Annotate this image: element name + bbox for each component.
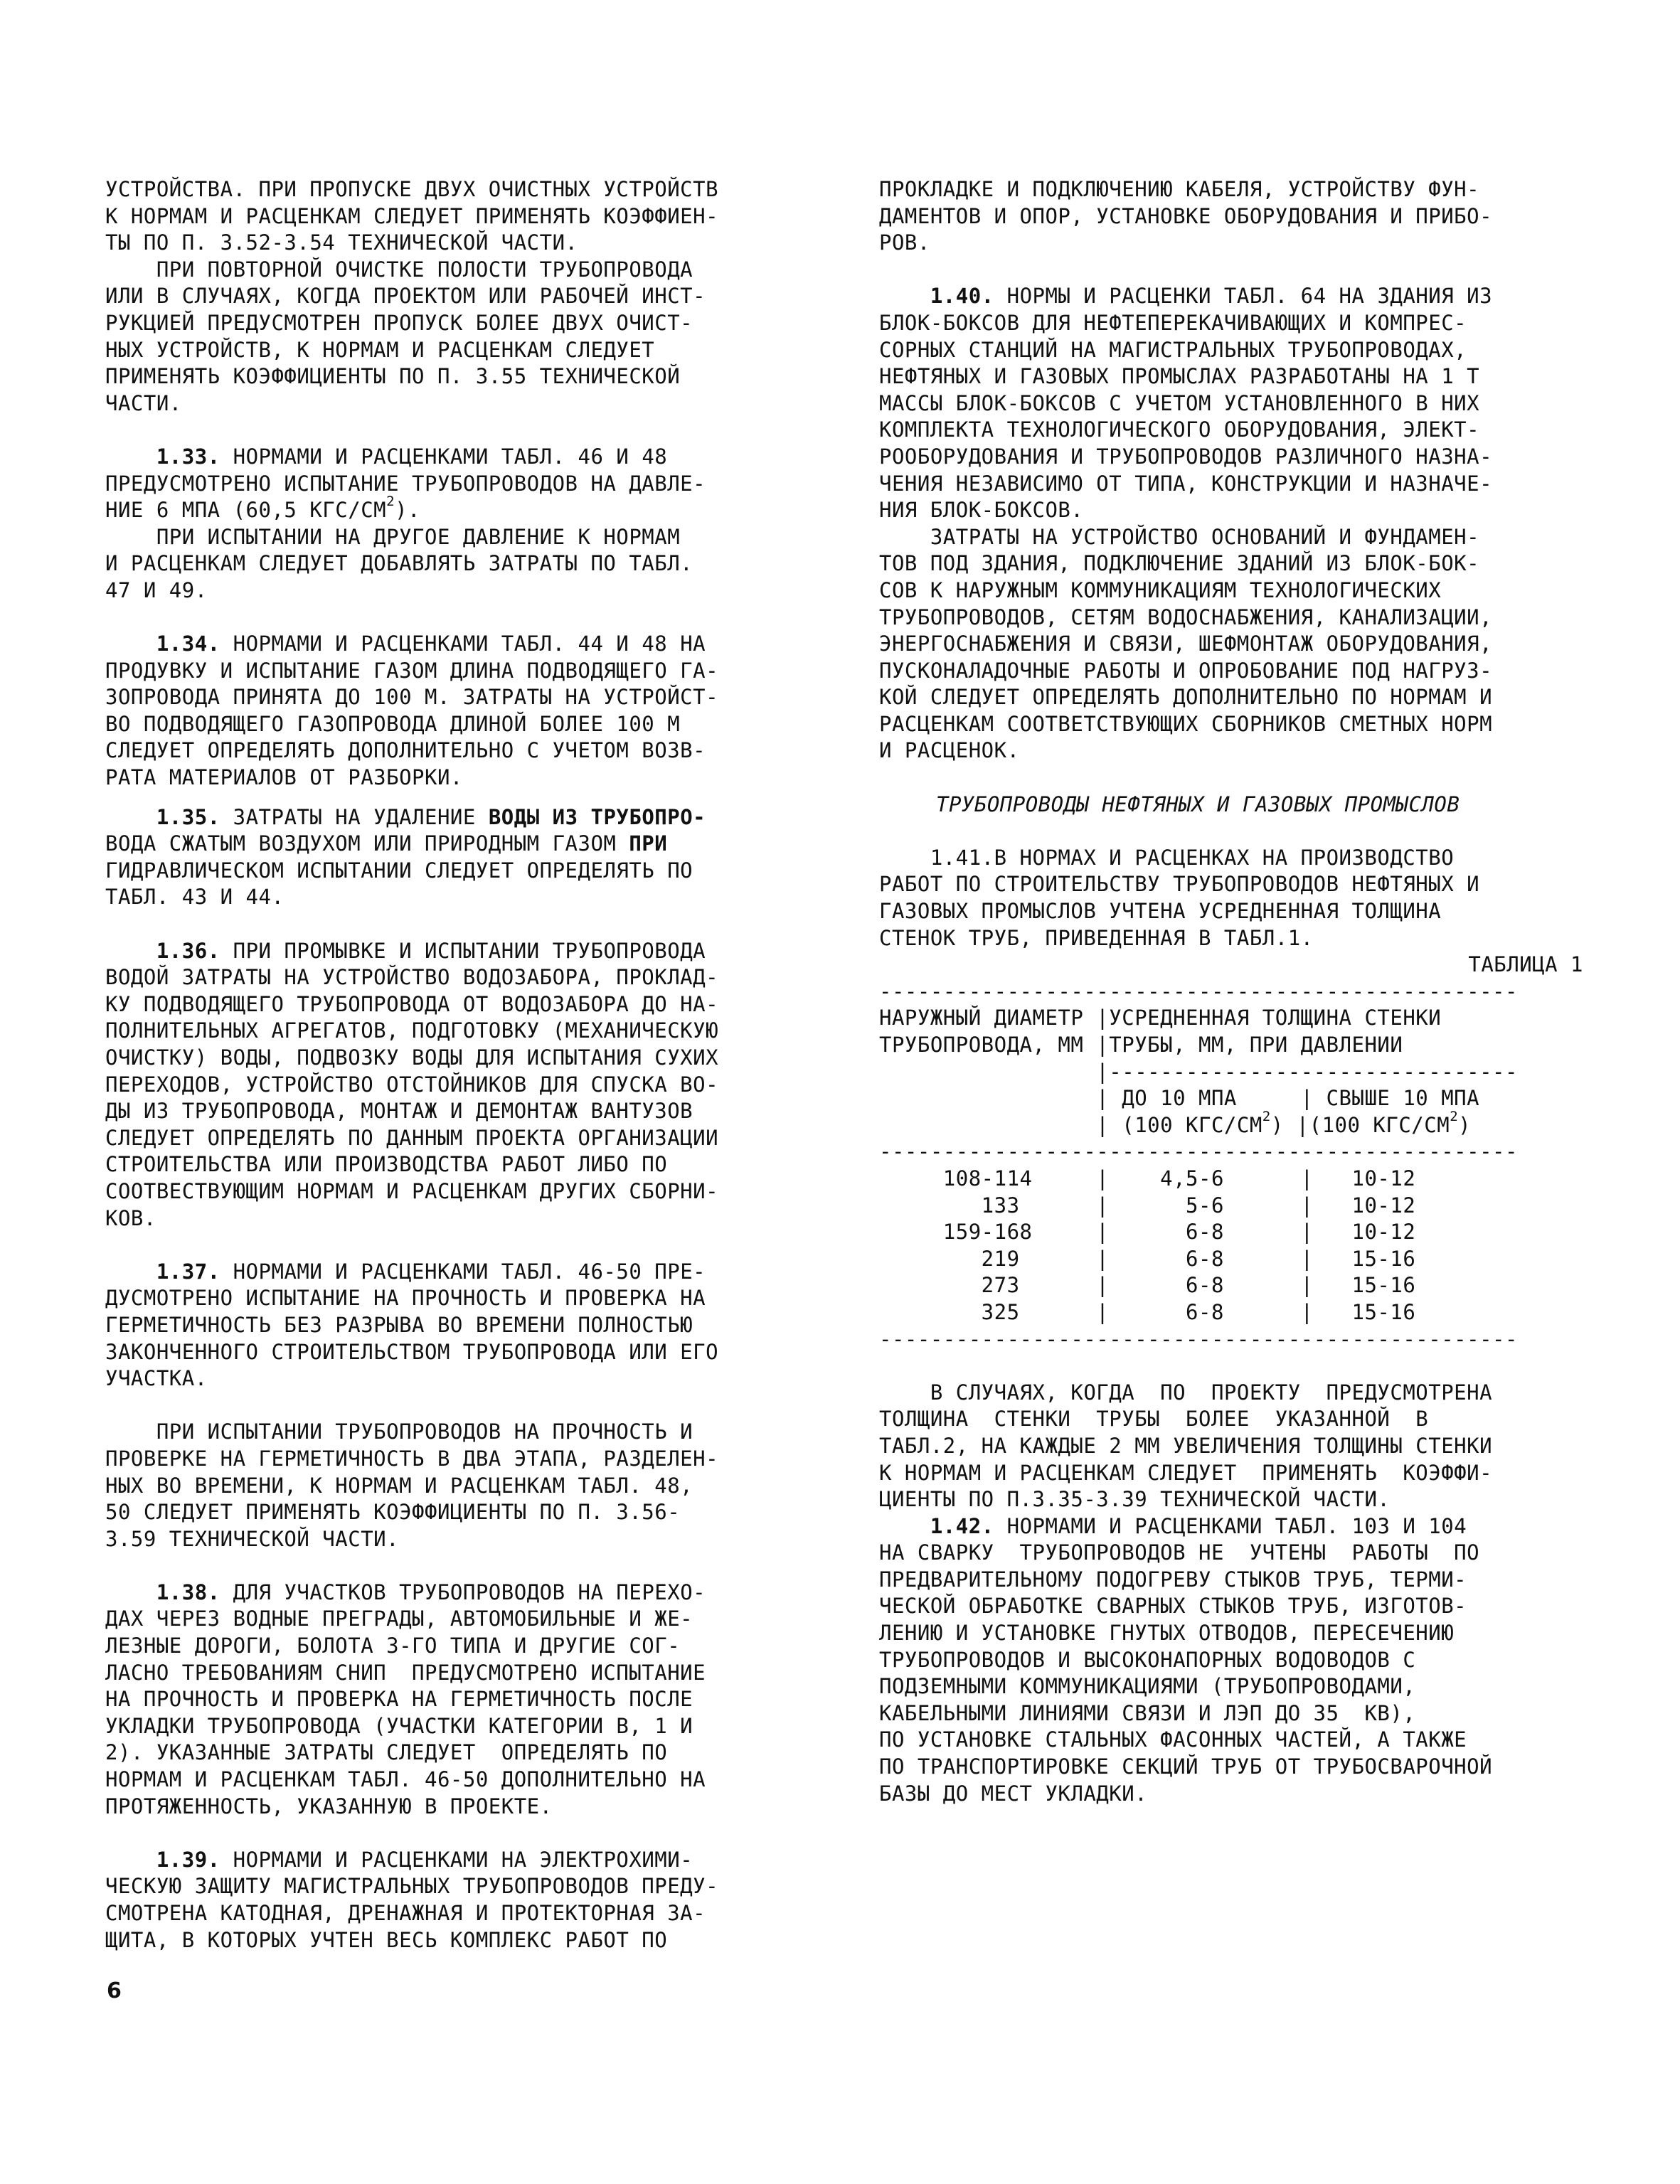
- left-column: [105, 176, 824, 1954]
- text-line: КОВ.: [105, 1205, 156, 1230]
- text-line: [105, 1847, 824, 1874]
- table-rule: --------------------------------------------------: [879, 1139, 1518, 1164]
- text-line: РАБОТ ПО СТРОИТЕЛЬСТВУ ТРУБОПРОВОДОВ НЕФТЯНЫХ И: [879, 872, 1480, 897]
- text-line: НА СВАРКУ ТРУБОПРОВОДОВ НЕ УЧТЕНЫ РАБОТЫ ПО: [879, 1540, 1480, 1565]
- text-line: РУКЦИЕЙ ПРЕДУСМОТРЕН ПРОПУСК БОЛЕЕ ДВУХ ОЧИСТ-: [105, 310, 693, 335]
- text-line: НА ПРОЧНОСТЬ И ПРОВЕРКА НА ГЕРМЕТИЧНОСТЬ ПОСЛЕ: [105, 1687, 693, 1712]
- text-line: ИЛИ В СЛУЧАЯХ, КОГДА ПРОЕКТОМ ИЛИ РАБОЧЕЙ ИНСТ-: [105, 284, 706, 309]
- clause-number: 1.34.: [156, 632, 220, 656]
- text-line: ТРУБОПРОВОДОВ И ВЫСОКОНАПОРНЫХ ВОДОВОДОВ С: [879, 1647, 1416, 1672]
- text-line: ПУСКОНАЛАДОЧНЫЕ РАБОТЫ И ОПРОБОВАНИЕ ПОД НАГРУЗ-: [879, 658, 1493, 683]
- text-line: РАТА МАТЕРИАЛОВ ОТ РАЗБОРКИ.: [105, 765, 463, 790]
- text-line: ПОЛНИТЕЛЬНЫХ АГРЕГАТОВ, ПОДГОТОВКУ (МЕХАНИЧЕСКУЮ: [105, 1018, 719, 1043]
- paragraph-1-41-cont: [879, 1380, 1597, 1513]
- table-header-line: НАРУЖНЫЙ ДИАМЕТР |УСРЕДНЕННАЯ ТОЛЩИНА СТЕНКИ: [879, 1006, 1442, 1030]
- clause-number: 1.39.: [156, 1847, 220, 1872]
- text-line: НОРМАМ И РАСЦЕНКАМ ТАБЛ. 46-50 ДОПОЛНИТЕЛЬНО НА: [105, 1767, 706, 1792]
- text-line: ЧЕСКУЮ ЗАЩИТУ МАГИСТРАЛЬНЫХ ТРУБОПРОВОДОВ ПРЕДУ-: [105, 1874, 719, 1899]
- text-line: ПРОДУВКУ И ИСПЫТАНИЕ ГАЗОМ ДЛИНА ПОДВОДЯЩЕГО ГА-: [105, 658, 719, 683]
- text-span: ПРИ ПРОМЫВКЕ И ИСПЫТАНИИ ТРУБОПРОВОДА: [220, 938, 706, 963]
- text-line: КАБЕЛЬНЫМИ ЛИНИЯМИ СВЯЗИ И ЛЭП ДО 35 КВ),: [879, 1700, 1416, 1725]
- text-line: ДЫ ИЗ ТРУБОПРОВОДА, МОНТАЖ И ДЕМОНТАЖ ВАНТУЗОВ: [105, 1099, 693, 1124]
- text-line: НЕФТЯНЫХ И ГАЗОВЫХ ПРОМЫСЛАХ РАЗРАБОТАНЫ НА 1 Т: [879, 364, 1480, 389]
- text-line: ЗОПРОВОДА ПРИНЯТА ДО 100 М. ЗАТРАТЫ НА УСТРОЙСТ-: [105, 685, 719, 710]
- text-line: В СЛУЧАЯХ, КОГДА ПО ПРОЕКТУ ПРЕДУСМОТРЕНА: [879, 1380, 1493, 1405]
- text-line: НИЯ БЛОК-БОКСОВ.: [879, 498, 1084, 523]
- left-intro: [105, 176, 824, 417]
- text-line: ЧЕНИЯ НЕЗАВИСИМО ОТ ТИПА, КОНСТРУКЦИИ И НАЗНАЧЕ-: [879, 471, 1493, 496]
- text-line: ВОДОЙ ЗАТРАТЫ НА УСТРОЙСТВО ВОДОЗАБОРА, ПРОКЛАД-: [105, 965, 719, 990]
- text-line: УКЛАДКИ ТРУБОПРОВОДА (УЧАСТКИ КАТЕГОРИИ В, 1 И: [105, 1713, 693, 1738]
- text-line: ЛЕНИЮ И УСТАНОВКЕ ГНУТЫХ ОТВОДОВ, ПЕРЕСЕЧЕНИЮ: [879, 1621, 1455, 1646]
- text-line: ПРЕДВАРИТЕЛЬНОМУ ПОДОГРЕВУ СТЫКОВ ТРУБ, ТЕРМИ-: [879, 1567, 1467, 1592]
- text-line: ЛАСНО ТРЕБОВАНИЯМ СНИП ПРЕДУСМОТРЕНО ИСПЫТАНИЕ: [105, 1660, 706, 1685]
- text-line: ПРОТЯЖЕННОСТЬ, УКАЗАННУЮ В ПРОЕКТЕ.: [105, 1794, 553, 1818]
- text-line: ПО УСТАНОВКЕ СТАЛЬНЫХ ФАСОННЫХ ЧАСТЕЙ, А ТАКЖЕ: [879, 1727, 1467, 1752]
- text-line: [105, 831, 824, 858]
- text-span: ) |(100 КГС/СМ: [1270, 1112, 1450, 1137]
- paragraph-1-35: [105, 804, 824, 911]
- text-line: И РАСЦЕНОК.: [879, 738, 1020, 763]
- text-line: ДУСМОТРЕНО ИСПЫТАНИЕ НА ПРОЧНОСТЬ И ПРОВЕРКА НА: [105, 1286, 706, 1311]
- text-line: РОВ.: [879, 230, 930, 255]
- clause-number: 1.38.: [156, 1580, 220, 1604]
- text-line: ПРИ ИСПЫТАНИИ ТРУБОПРОВОДОВ НА ПРОЧНОСТЬ И: [105, 1419, 693, 1444]
- text-line: ПЕРЕХОДОВ, УСТРОЙСТВО ОТСТОЙНИКОВ ДЛЯ СПУСКА ВО-: [105, 1072, 719, 1097]
- clause-number: 1.42.: [930, 1513, 994, 1538]
- text-span: | (100 КГС/СМ: [879, 1112, 1262, 1137]
- text-span: НОРМАМИ И РАСЦЕНКАМИ НА ЭЛЕКТРОХИМИ-: [220, 1847, 693, 1872]
- text-line: ЗАКОНЧЕННОГО СТРОИТЕЛЬСТВОМ ТРУБОПРОВОДА ИЛИ ЕГО: [105, 1339, 719, 1364]
- bold-span: ПРИ: [629, 831, 668, 856]
- text-span: НОРМАМИ И РАСЦЕНКАМИ ТАБЛ. 44 И 48 НА: [220, 632, 706, 656]
- text-line: И РАСЦЕНКАМ СЛЕДУЕТ ДОБАВЛЯТЬ ЗАТРАТЫ ПО ТАБЛ.: [105, 551, 693, 576]
- text-line: К НОРМАМ И РАСЦЕНКАМ СЛЕДУЕТ ПРИМЕНЯТЬ КОЭФФИЕН-: [105, 203, 719, 228]
- table-row: 133 | 5-6 | 10-12: [879, 1193, 1416, 1218]
- text-line: ТАБЛ.2, НА КАЖДЫЕ 2 ММ УВЕЛИЧЕНИЯ ТОЛЩИНЫ СТЕНКИ: [879, 1433, 1493, 1458]
- text-line: ЩИТА, В КОТОРЫХ УЧТЕН ВЕСЬ КОМПЛЕКС РАБОТ ПО: [105, 1927, 668, 1952]
- text-line: [105, 804, 824, 831]
- text-span: ): [1458, 1112, 1472, 1137]
- text-line: К НОРМАМ И РАСЦЕНКАМ СЛЕДУЕТ ПРИМЕНЯТЬ КОЭФФИ-: [879, 1460, 1493, 1485]
- text-line: КОЙ СЛЕДУЕТ ОПРЕДЕЛЯТЬ ДОПОЛНИТЕЛЬНО ПО НОРМАМ И: [879, 685, 1493, 710]
- clause-number: 1.37.: [156, 1259, 220, 1284]
- text-line: ДАХ ЧЕРЕЗ ВОДНЫЕ ПРЕГРАДЫ, АВТОМОБИЛЬНЫЕ И ЖЕ-: [105, 1607, 693, 1631]
- text-line: ЦИЕНТЫ ПО П.3.35-3.39 ТЕХНИЧЕСКОЙ ЧАСТИ.: [879, 1487, 1391, 1512]
- text-line: ТОЛЩИНА СТЕНКИ ТРУБЫ БОЛЕЕ УКАЗАННОЙ В: [879, 1407, 1429, 1432]
- text-span: НОРМЫ И РАСЦЕНКИ ТАБЛ. 64 НА ЗДАНИЯ ИЗ: [994, 284, 1493, 309]
- text-line: УЧАСТКА.: [105, 1366, 208, 1391]
- text-line: СТЕНОК ТРУБ, ПРИВЕДЕННАЯ В ТАБЛ.1.: [879, 925, 1314, 950]
- table-header-line: |--------------------------------: [879, 1059, 1518, 1084]
- text-span: ).: [395, 498, 420, 523]
- text-line: ПРИ ПОВТОРНОЙ ОЧИСТКЕ ПОЛОСТИ ТРУБОПРОВОДА: [105, 257, 693, 282]
- text-line: ТРУБОПРОВОДОВ, СЕТЯМ ВОДОСНАБЖЕНИЯ, КАНАЛИЗАЦИИ,: [879, 604, 1493, 629]
- text-line: ДАМЕНТОВ И ОПОР, УСТАНОВКЕ ОБОРУДОВАНИЯ И ПРИБО-: [879, 203, 1493, 228]
- clause-number: 1.40.: [930, 284, 994, 309]
- text-line: [105, 631, 824, 658]
- paragraph-1-33: [105, 444, 824, 604]
- paragraph-1-40: [879, 283, 1597, 765]
- text-line: ВО ПОДВОДЯЩЕГО ГАЗОПРОВОДА ДЛИНОЙ БОЛЕЕ 100 М: [105, 711, 681, 736]
- text-line: ОЧИСТКУ) ВОДЫ, ПОДВОЗКУ ВОДЫ ДЛЯ ИСПЫТАНИЯ СУХИХ: [105, 1045, 719, 1070]
- paragraph-1-34: [105, 631, 824, 792]
- section-title: ТРУБОПРОВОДЫ НЕФТЯНЫХ И ГАЗОВЫХ ПРОМЫСЛОВ: [936, 792, 1460, 816]
- paragraph-1-36: [105, 938, 824, 1232]
- text-line: [105, 444, 824, 471]
- text-span: НОРМАМИ И РАСЦЕНКАМИ ТАБЛ. 103 И 104: [994, 1513, 1467, 1538]
- text-line: БАЗЫ ДО МЕСТ УКЛАДКИ.: [879, 1781, 1148, 1806]
- text-line: 50 СЛЕДУЕТ ПРИМЕНЯТЬ КОЭФФИЦИЕНТЫ ПО П. 3.56-: [105, 1500, 681, 1525]
- text-line: ТЫ ПО П. 3.52-3.54 ТЕХНИЧЕСКОЙ ЧАСТИ.: [105, 230, 578, 255]
- text-line: ПОДЗЕМНЫМИ КОММУНИКАЦИЯМИ (ТРУБОПРОВОДАМИ,: [879, 1674, 1416, 1699]
- text-line: БЛОК-БОКСОВ ДЛЯ НЕФТЕПЕРЕКАЧИВАЮЩИХ И КОМПРЕС-: [879, 310, 1467, 335]
- text-line: ПРИ ИСПЫТАНИИ НА ДРУГОЕ ДАВЛЕНИЕ К НОРМАМ: [105, 524, 681, 549]
- text-line: КУ ПОДВОДЯЩЕГО ТРУБОПРОВОДА ОТ ВОДОЗАБОРА ДО НА-: [105, 991, 719, 1016]
- paragraph-1-38: [105, 1580, 824, 1820]
- paragraph-1-37: [105, 1259, 824, 1392]
- table-row: 325 | 6-8 | 15-16: [879, 1299, 1416, 1324]
- text-line: ЛЕЗНЫЕ ДОРОГИ, БОЛОТА 3-ГО ТИПА И ДРУГИЕ СОГ-: [105, 1634, 681, 1658]
- superscript: 2: [1262, 1108, 1271, 1124]
- text-line: НЫХ УСТРОЙСТВ, К НОРМАМ И РАСЦЕНКАМ СЛЕДУЕТ: [105, 337, 655, 362]
- page-number: 6: [107, 1978, 122, 2003]
- text-line: СЛЕДУЕТ ОПРЕДЕЛЯТЬ ПО ДАННЫМ ПРОЕКТА ОРГАНИЗАЦИИ: [105, 1125, 719, 1150]
- text-line: ПРОВЕРКЕ НА ГЕРМЕТИЧНОСТЬ В ДВА ЭТАПА, РАЗДЕЛЕН-: [105, 1446, 719, 1471]
- table-1: [879, 952, 1597, 1353]
- text-line: ПРИМЕНЯТЬ КОЭФФИЦИЕНТЫ ПО П. 3.55 ТЕХНИЧЕСКОЙ: [105, 364, 681, 389]
- table-row: 273 | 6-8 | 15-16: [879, 1273, 1416, 1298]
- text-line: ЧЕСКОЙ ОБРАБОТКЕ СВАРНЫХ СТЫКОВ ТРУБ, ИЗГОТОВ-: [879, 1594, 1467, 1619]
- text-line: 47 И 49.: [105, 577, 208, 602]
- text-span: ЗАТРАТЫ НА УДАЛЕНИЕ: [220, 804, 489, 829]
- text-line: СООТВЕСТВУЮЩИМ НОРМАМ И РАСЦЕНКАМ ДРУГИХ СБОРНИ-: [105, 1178, 719, 1203]
- text-line: [105, 494, 824, 524]
- text-span: НОРМАМИ И РАСЦЕНКАМИ ТАБЛ. 46-50 ПРЕ-: [220, 1259, 706, 1284]
- text-line: ПО ТРАНСПОРТИРОВКЕ СЕКЦИЙ ТРУБ ОТ ТРУБОСВАРОЧНОЙ: [879, 1754, 1493, 1779]
- text-line: [879, 1513, 1597, 1540]
- text-line: СОВ К НАРУЖНЫМ КОММУНИКАЦИЯМ ТЕХНОЛОГИЧЕСКИХ: [879, 577, 1442, 602]
- text-line: [105, 938, 824, 965]
- right-column: [879, 176, 1597, 1807]
- clause-number: 1.33.: [156, 444, 220, 469]
- text-span: ДЛЯ УЧАСТКОВ ТРУБОПРОВОДОВ НА ПЕРЕХО-: [220, 1580, 706, 1604]
- text-line: КОМПЛЕКТА ТЕХНОЛОГИЧЕСКОГО ОБОРУДОВАНИЯ, ЭЛЕКТ-: [879, 417, 1480, 442]
- text-line: УСТРОЙСТВА. ПРИ ПРОПУСКЕ ДВУХ ОЧИСТНЫХ УСТРОЙСТВ: [105, 177, 719, 201]
- table-header-line: | ДО 10 МПА | СВЫШЕ 10 МПА: [879, 1086, 1480, 1111]
- text-line: ПРЕДУСМОТРЕНО ИСПЫТАНИЕ ТРУБОПРОВОДОВ НА ДАВЛЕ-: [105, 471, 706, 496]
- text-line: СТРОИТЕЛЬСТВА ИЛИ ПРОИЗВОДСТВА РАБОТ ЛИБО ПО: [105, 1152, 668, 1177]
- text-span: НОРМАМИ И РАСЦЕНКАМИ ТАБЛ. 46 И 48: [220, 444, 668, 469]
- text-line: ГЕРМЕТИЧНОСТЬ БЕЗ РАЗРЫВА ВО ВРЕМЕНИ ПОЛНОСТЬЮ: [105, 1312, 693, 1337]
- bold-span: ВОДЫ ИЗ ТРУБОПРО-: [488, 804, 706, 829]
- text-line: 1.41.В НОРМАХ И РАСЦЕНКАХ НА ПРОИЗВОДСТВО: [879, 845, 1455, 870]
- text-line: ТАБЛ. 43 И 44.: [105, 885, 285, 910]
- text-line: ГИДРАВЛИЧЕСКОМ ИСПЫТАНИИ СЛЕДУЕТ ОПРЕДЕЛЯТЬ ПО: [105, 858, 693, 883]
- paragraph-1-42: [879, 1513, 1597, 1808]
- text-line: [879, 283, 1597, 310]
- text-line: 2). УКАЗАННЫЕ ЗАТРАТЫ СЛЕДУЕТ ОПРЕДЕЛЯТЬ ПО: [105, 1740, 668, 1765]
- text-line: НЫХ ВО ВРЕМЕНИ, К НОРМАМ И РАСЦЕНКАМ ТАБЛ. 48,: [105, 1473, 693, 1498]
- clause-number: 1.36.: [156, 938, 220, 963]
- superscript: 2: [386, 494, 395, 510]
- text-span: НИЕ 6 МПА (60,5 КГС/СМ: [105, 498, 387, 523]
- text-line: МАССЫ БЛОК-БОКСОВ С УЧЕТОМ УСТАНОВЛЕННОГО В НИХ: [879, 390, 1480, 415]
- text-line: СОРНЫХ СТАНЦИЙ НА МАГИСТРАЛЬНЫХ ТРУБОПРОВОДАХ,: [879, 337, 1467, 362]
- table-rule: --------------------------------------------------: [879, 1326, 1518, 1351]
- text-line: ГАЗОВЫХ ПРОМЫСЛОВ УЧТЕНА УСРЕДНЕННАЯ ТОЛЩИНА: [879, 899, 1442, 924]
- clause-number: 1.35.: [156, 804, 220, 829]
- table-row: 219 | 6-8 | 15-16: [879, 1246, 1416, 1271]
- text-line: РООБОРУДОВАНИЯ И ТРУБОПРОВОДОВ РАЗЛИЧНОГО НАЗНА-: [879, 444, 1493, 469]
- text-line: СМОТРЕНА КАТОДНАЯ, ДРЕНАЖНАЯ И ПРОТЕКТОРНАЯ ЗА-: [105, 1901, 706, 1925]
- text-line: ТОВ ПОД ЗДАНИЯ, ПОДКЛЮЧЕНИЕ ЗДАНИЙ ИЗ БЛОК-БОК-: [879, 551, 1480, 576]
- superscript: 2: [1450, 1108, 1459, 1124]
- table-rule: --------------------------------------------------: [879, 979, 1518, 1003]
- text-line: [105, 1580, 824, 1607]
- text-line: СЛЕДУЕТ ОПРЕДЕЛЯТЬ ДОПОЛНИТЕЛЬНО С УЧЕТОМ ВОЗВ-: [105, 738, 706, 763]
- table-caption: ТАБЛИЦА 1: [1468, 952, 1583, 977]
- table-header-line: ТРУБОПРОВОДА, ММ |ТРУБЫ, ММ, ПРИ ДАВЛЕНИИ: [879, 1033, 1403, 1057]
- right-intro: [879, 176, 1597, 257]
- paragraph-1-37-cont: [105, 1419, 824, 1552]
- table-row: 108-114 | 4,5-6 | 10-12: [879, 1166, 1416, 1190]
- text-line: ЭНЕРГОСНАБЖЕНИЯ И СВЯЗИ, ШЕФМОНТАЖ ОБОРУДОВАНИЯ,: [879, 632, 1493, 656]
- text-span: ВОДА СЖАТЫМ ВОЗДУХОМ ИЛИ ПРИРОДНЫМ ГАЗОМ: [105, 831, 629, 856]
- text-line: ЗАТРАТЫ НА УСТРОЙСТВО ОСНОВАНИЙ И ФУНДАМЕН-: [879, 524, 1480, 549]
- text-line: [105, 1259, 824, 1286]
- paragraph-1-39: [105, 1847, 824, 1954]
- text-line: ЧАСТИ.: [105, 390, 182, 415]
- table-header-line: [879, 1108, 1597, 1139]
- text-line: 3.59 ТЕХНИЧЕСКОЙ ЧАСТИ.: [105, 1526, 400, 1551]
- table-row: 159-168 | 6-8 | 10-12: [879, 1220, 1416, 1245]
- text-line: ПРОКЛАДКЕ И ПОДКЛЮЧЕНИЮ КАБЕЛЯ, УСТРОЙСТВУ ФУН-: [879, 177, 1480, 201]
- paragraph-1-41: [879, 845, 1597, 952]
- text-line: РАСЦЕНКАМ СООТВЕТСТВУЮЩИХ СБОРНИКОВ СМЕТНЫХ НОРМ: [879, 711, 1493, 736]
